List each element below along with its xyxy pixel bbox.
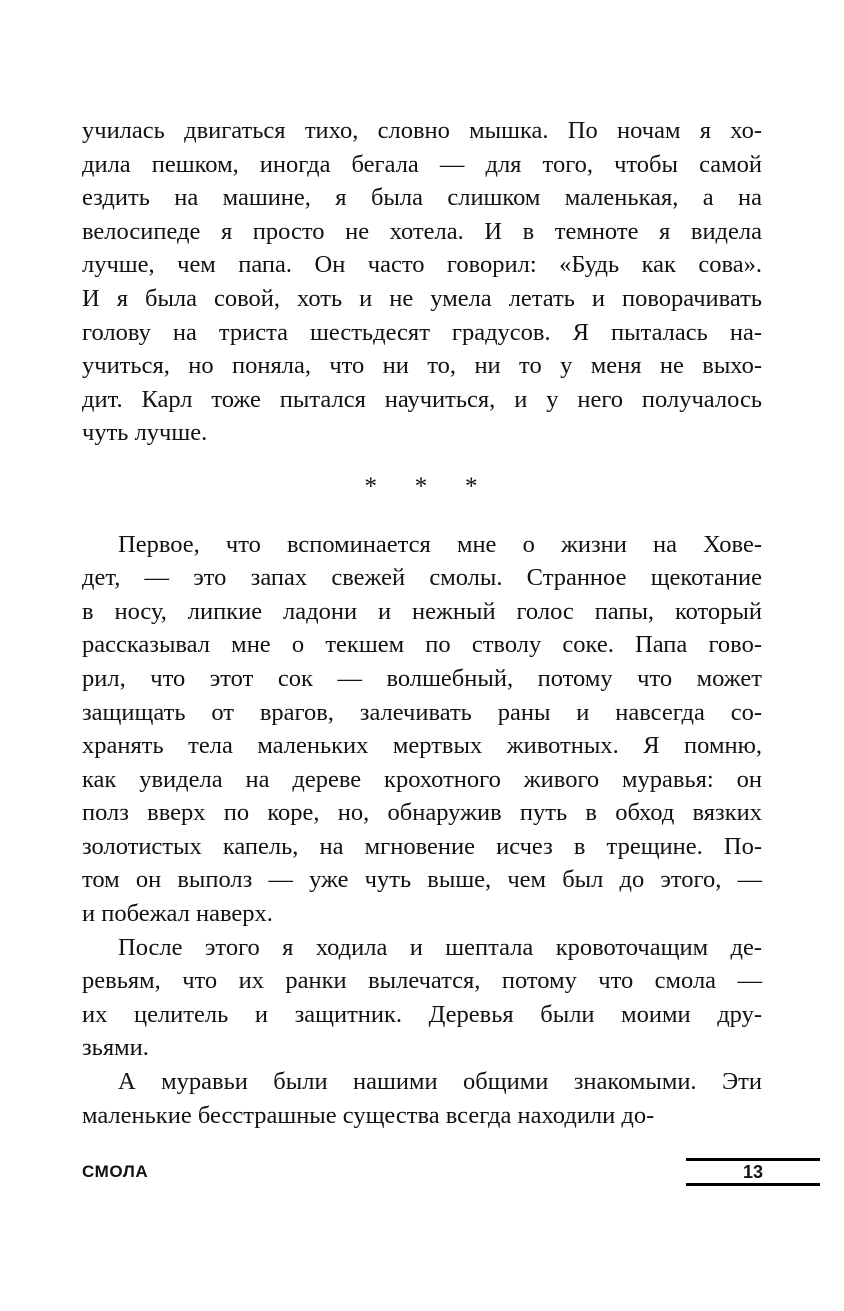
- text-line: маленькие бесстрашные существа всегда находили до-: [82, 1101, 655, 1129]
- text-line: голову на триста шестьдесят градусов. Я пыталась на-: [82, 318, 762, 346]
- paragraph: [82, 1065, 762, 1132]
- text-line: том он выполз — уже чуть выше, чем был до этого, —: [82, 866, 762, 894]
- paragraph: [82, 931, 762, 1065]
- text-line: их целитель и защитник. Деревья были моими дру-: [82, 1000, 762, 1028]
- text-line: велосипеде я просто не хотела. И в темноте я видела: [82, 217, 762, 245]
- text-line: как увидела на дереве крохотного живого муравья: он: [82, 765, 762, 793]
- running-title: СМОЛА: [82, 1162, 149, 1181]
- page-number-block: [686, 1158, 820, 1186]
- text-line: ревьям, что их ранки вылечатся, потому что смола —: [82, 967, 762, 995]
- text-line: защищать от врагов, залечивать раны и навсегда со-: [82, 698, 762, 726]
- text-line: училась двигаться тихо, словно мышка. По ночам я хо-: [82, 117, 762, 144]
- page-text-block: [82, 114, 762, 1132]
- text-line: в носу, липкие ладони и нежный голос папы, который: [82, 597, 762, 625]
- paragraph: [82, 114, 762, 450]
- text-line: рил, что этот сок — волшебный, потому что может: [82, 664, 762, 692]
- text-line: лучше, чем папа. Он часто говорил: «Будь как сова».: [82, 251, 762, 279]
- text-line: зьями.: [82, 1034, 149, 1062]
- text-line: полз вверх по коре, но, обнаружив путь в обход вязких: [82, 799, 762, 827]
- text-line: дит. Карл тоже пытался научиться, и у него получалось: [82, 385, 762, 413]
- text-line: и побежал наверх.: [82, 900, 273, 928]
- page-number-rule-bottom: [686, 1183, 820, 1186]
- section-separator: * * *: [364, 472, 480, 500]
- page-number: 13: [742, 1162, 764, 1182]
- text-line: После этого я ходила и шептала кровоточащим де-: [118, 933, 762, 961]
- text-line: дила пешком, иногда бегала — для того, чтобы самой: [82, 150, 762, 178]
- text-line: А муравьи были нашими общими знакомыми. Эти: [118, 1068, 762, 1096]
- text-line: ездить на машине, я была слишком маленькая, а на: [82, 184, 762, 212]
- text-line: рассказывал мне о текшем по стволу соке. Папа гово-: [82, 631, 762, 659]
- text-line: Первое, что вспоминается мне о жизни на Хове-: [118, 530, 762, 558]
- text-line: золотистых капель, на мгновение исчез в трещине. По-: [82, 832, 762, 860]
- paragraph: [82, 528, 762, 931]
- text-line: И я была совой, хоть и не умела летать и поворачивать: [82, 284, 762, 312]
- text-line: чуть лучше.: [82, 419, 208, 447]
- text-line: учиться, но поняла, что ни то, ни то у меня не выхо-: [82, 352, 762, 380]
- page-footer: [82, 1150, 820, 1194]
- text-line: дет, — это запах свежей смолы. Странное щекотание: [82, 564, 762, 592]
- text-line: хранять тела маленьких мертвых животных. Я помню,: [82, 732, 762, 760]
